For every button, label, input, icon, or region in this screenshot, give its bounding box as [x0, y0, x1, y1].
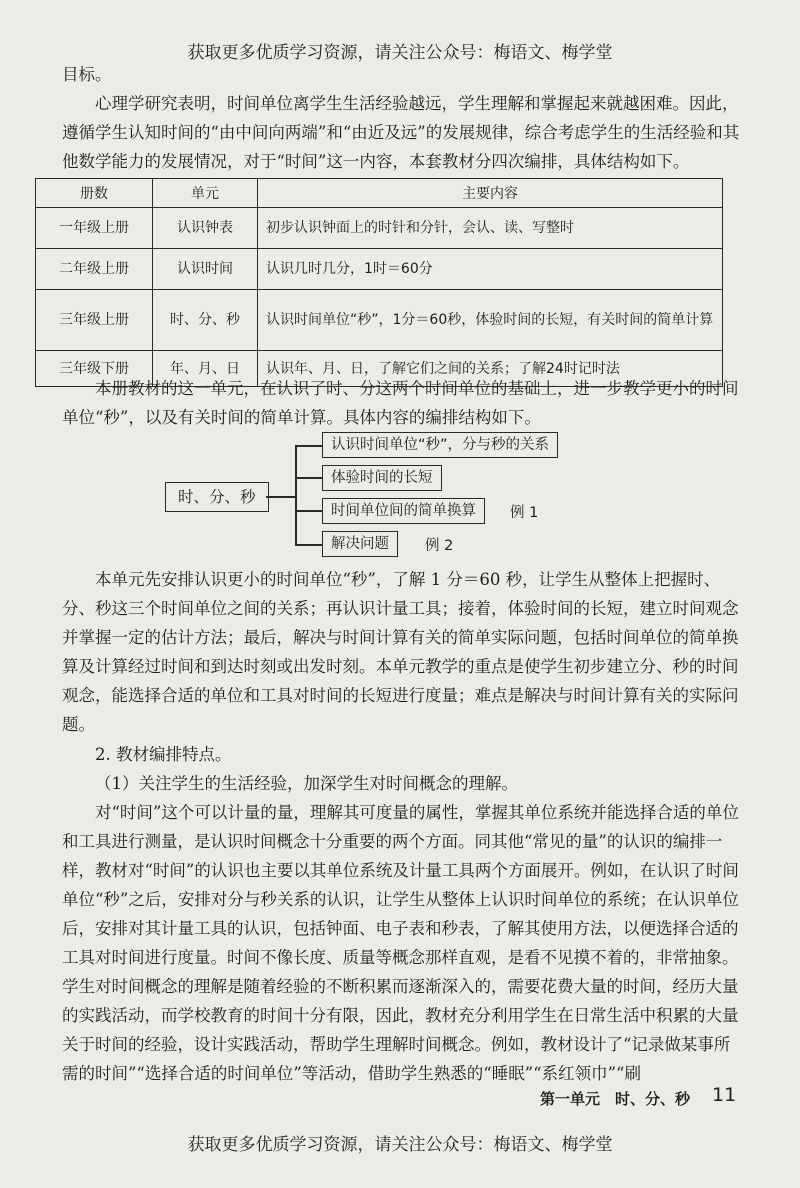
diagram-branch-box: 时间单位间的简单换算 — [322, 498, 485, 524]
paragraph-3: 本单元先安排认识更小的时间单位“秒”，了解 1 分＝60 秒，让学生从整体上把握时、分、秒这三个时间单位之间的关系；再认识计量工具；接着，体验时间的长短，建立时间观念并掌握一定的估计方法；最后，解决与时间计算有关的简单实际问题，包括时间单位的简单换算及计算经过时间和到达时刻或出发时刻。本单元教学的重点是使学生初步建立分、秒的时间观念，能选择合适的单位和工具对时间的长短进行度量；难点是解决与时间计算有关的实际问题。 — [62, 570, 739, 734]
diagram-branch-box: 解决问题 — [322, 531, 398, 557]
watermark-bottom: 获取更多优质学习资源，请关注公众号：梅语文、梅学堂 — [187, 1135, 613, 1155]
diagram-note: 例 1 — [510, 505, 539, 521]
table-header: 单元 — [153, 179, 258, 208]
table-cell: 认识年、月、日，了解它们之间的关系；了解24时记时法 — [258, 351, 723, 387]
diagram-connector — [295, 510, 322, 512]
table-cell: 年、月、日 — [153, 351, 258, 387]
table-cell: 认识钟表 — [153, 208, 258, 249]
table-cell: 一年级上册 — [36, 208, 153, 249]
paragraph-1: 心理学研究表明，时间单位离学生生活经验越远，学生理解和掌握起来就越困难。因此，遵循学生认知时间的“由中间向两端”和“由近及远”的发展规律，综合考虑学生的生活经验和其他数学能力的发展情况，对于“时间”这一内容，本套教材分四次编排，具体结构如下。 — [62, 94, 740, 171]
diagram-connector — [266, 496, 296, 498]
table-row — [36, 249, 723, 290]
table-row — [36, 290, 723, 351]
table-cell: 初步认识钟面上的时针和分针，会认、读、写整时 — [258, 208, 723, 249]
table-cell: 认识几时几分，1时＝60分 — [258, 249, 723, 290]
paragraph-4: 对“时间”这个可以计量的量，理解其可度量的属性，掌握其单位系统并能选择合适的单位和工具进行测量，是认识时间概念十分重要的两个方面。同其他“常见的量”的认识的编排一样，教材对“时间”的认识也主要以其单位系统及计量工具两个方面展开。例如，在认识了时间单位“秒”之后，安排对分与秒关系的认识，让学生从整体上认识时间单位的系统；在认识单位后，安排对其计量工具的认识，包括钟面、电子表和秒表，了解其使用方法，以便选择合适的工具对时间进行度量。时间不像长度、质量等概念那样直观，是看不见摸不着的，非常抽象。学生对时间概念的理解是随着经验的不断积累而逐渐深入的，需要花费大量的时间，经历大量的实践活动，而学校教育的时间十分有限，因此，教材充分利用学生在日常生活中积累的大量关于时间的经验，设计实践活动，帮助学生理解时间概念。例如，教材设计了“记录做某事所需的时间”“选择合适的时间单位”等活动，借助学生熟悉的“睡眠”“系红领巾”“刷 — [62, 803, 739, 1083]
section-heading: 2. 教材编排特点。 — [95, 745, 232, 764]
diagram-root-box: 时、分、秒 — [165, 482, 269, 512]
table-cell: 三年级上册 — [36, 290, 153, 351]
table-cell: 认识时间 — [153, 249, 258, 290]
diagram-connector — [295, 544, 322, 546]
diagram-branch-box: 认识时间单位“秒”，分与秒的关系 — [322, 432, 558, 458]
diagram-branch-box: 体验时间的长短 — [322, 465, 442, 491]
subsection-heading: （1）关注学生的生活经验，加深学生对时间概念的理解。 — [95, 774, 518, 793]
table-cell: 二年级上册 — [36, 249, 153, 290]
paragraph-2: 本册教材的这一单元，在认识了时、分这两个时间单位的基础上，进一步教学更小的时间单位“秒”，以及有关时间的简单计算。具体内容的编排结构如下。 — [62, 379, 739, 427]
table-cell: 认识时间单位“秒”，1分＝60秒，体验时间的长短，有关时间的简单计算 — [258, 290, 723, 351]
table-header: 主要内容 — [258, 179, 723, 208]
table-row — [36, 208, 723, 249]
diagram-connector — [295, 477, 322, 479]
table-cell: 三年级下册 — [36, 351, 153, 387]
intro-tail: 目标。 — [62, 65, 112, 84]
table-header: 册数 — [36, 179, 153, 208]
page-number: 11 — [712, 1084, 737, 1106]
watermark-top: 获取更多优质学习资源，请关注公众号：梅语文、梅学堂 — [187, 43, 613, 63]
diagram-connector — [295, 445, 322, 447]
diagram-note: 例 2 — [425, 538, 454, 554]
running-footer: 第一单元 时、分、秒 — [540, 1090, 691, 1108]
diagram-connector — [295, 445, 297, 545]
table-cell: 时、分、秒 — [153, 290, 258, 351]
structure-table — [35, 178, 723, 387]
